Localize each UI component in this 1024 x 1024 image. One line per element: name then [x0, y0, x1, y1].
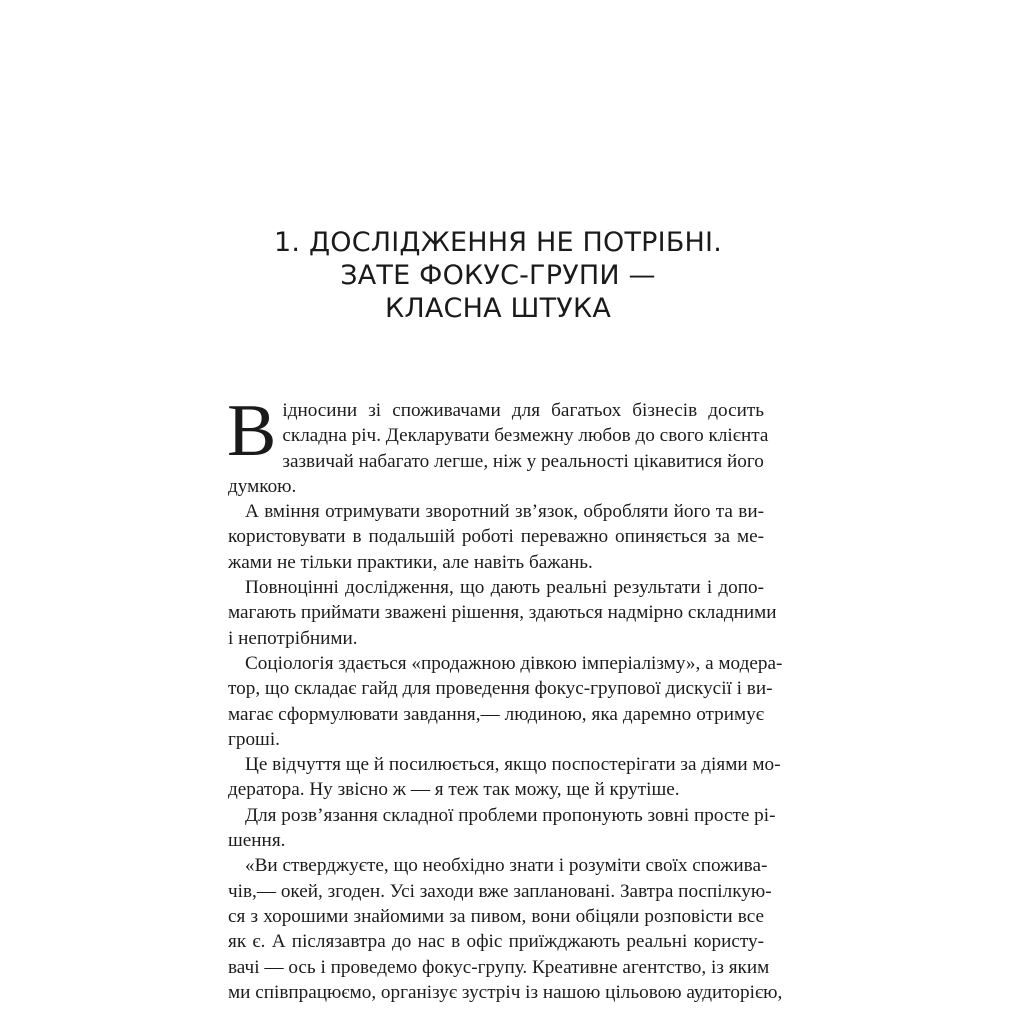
- chapter-title-line: КЛАСНА ШТУКА: [384, 293, 611, 324]
- text-line: тор, що складає гайд для проведення фокус-групової дискусії і ви-: [228, 678, 773, 700]
- text-line: Це відчуття ще й посилюється, якщо поспостерігати за діями мо-: [245, 754, 781, 776]
- paragraph-4: [228, 651, 783, 752]
- text-line: дератора. Ну звісно ж — я теж так можу, ще й крутіше.: [228, 779, 680, 801]
- paragraph-5: [228, 752, 781, 803]
- text-line: «Ви стверджуєте, що необхідно знати і розуміти своїх спожива-: [245, 855, 768, 877]
- text-line: шення.: [228, 830, 286, 852]
- drop-cap: В: [227, 390, 277, 472]
- chapter-title: [200, 226, 796, 325]
- text-line: Соціологія здається «продажною дівкою імперіалізму», а модера-: [245, 652, 783, 674]
- paragraph-6: [228, 803, 776, 854]
- text-line: Для розв’язання складної проблеми пропонують зовні просте рі-: [245, 804, 776, 826]
- text-line: вачі — ось і проведемо фокус-групу. Креативне агентство, із яким: [228, 956, 770, 978]
- text-line: зазвичай набагато легше, ніж у реальності цікавитися його: [282, 450, 764, 472]
- text-line: ми співпрацюємо, організує зустріч із нашою цільовою аудиторією,: [228, 981, 783, 1003]
- paragraph-3: [228, 575, 777, 651]
- text-line: ідносини зі споживачами для багатьох бізнесів досить: [282, 400, 764, 421]
- paragraph-7: [228, 853, 783, 1005]
- paragraph-2: [228, 499, 764, 575]
- text-line: Повноцінні дослідження, що дають реальні результати і допо-: [245, 577, 764, 599]
- body-text: [227, 390, 783, 1005]
- chapter-title-line: ЗАТЕ ФОКУС-ГРУПИ —: [340, 260, 656, 291]
- text-line: як є. А післязавтра до нас в офіс приїжджають реальні користу-: [228, 931, 764, 953]
- text-line: жами не тільки практики, але навіть бажань.: [228, 551, 593, 573]
- text-line: магають приймати зважені рішення, здаються надмірно складними: [228, 602, 777, 624]
- text-line: і непотрібними.: [228, 627, 358, 649]
- text-line: ся з хорошими знайомими за пивом, вони обіцяли розповісти все: [228, 905, 764, 927]
- chapter-title-line: 1. ДОСЛІДЖЕННЯ НЕ ПОТРІБНІ.: [274, 227, 722, 258]
- text-line: користовувати в подальшій роботі переважно опиняється за ме-: [228, 526, 764, 548]
- text-line: думкою.: [228, 475, 297, 497]
- text-line: гроші.: [228, 728, 280, 750]
- text-line: А вміння отримувати зворотний зв’язок, обробляти його та ви-: [245, 501, 764, 523]
- text-line: складна річ. Декларувати безмежну любов до свого клієнта: [282, 425, 769, 447]
- text-line: чів,— окей, згоден. Усі заходи вже заплановані. Завтра поспілкую-: [228, 880, 772, 902]
- paragraph-1: [227, 390, 769, 499]
- text-line: магає сформулювати завдання,— людиною, яка даремно отримує: [228, 703, 764, 725]
